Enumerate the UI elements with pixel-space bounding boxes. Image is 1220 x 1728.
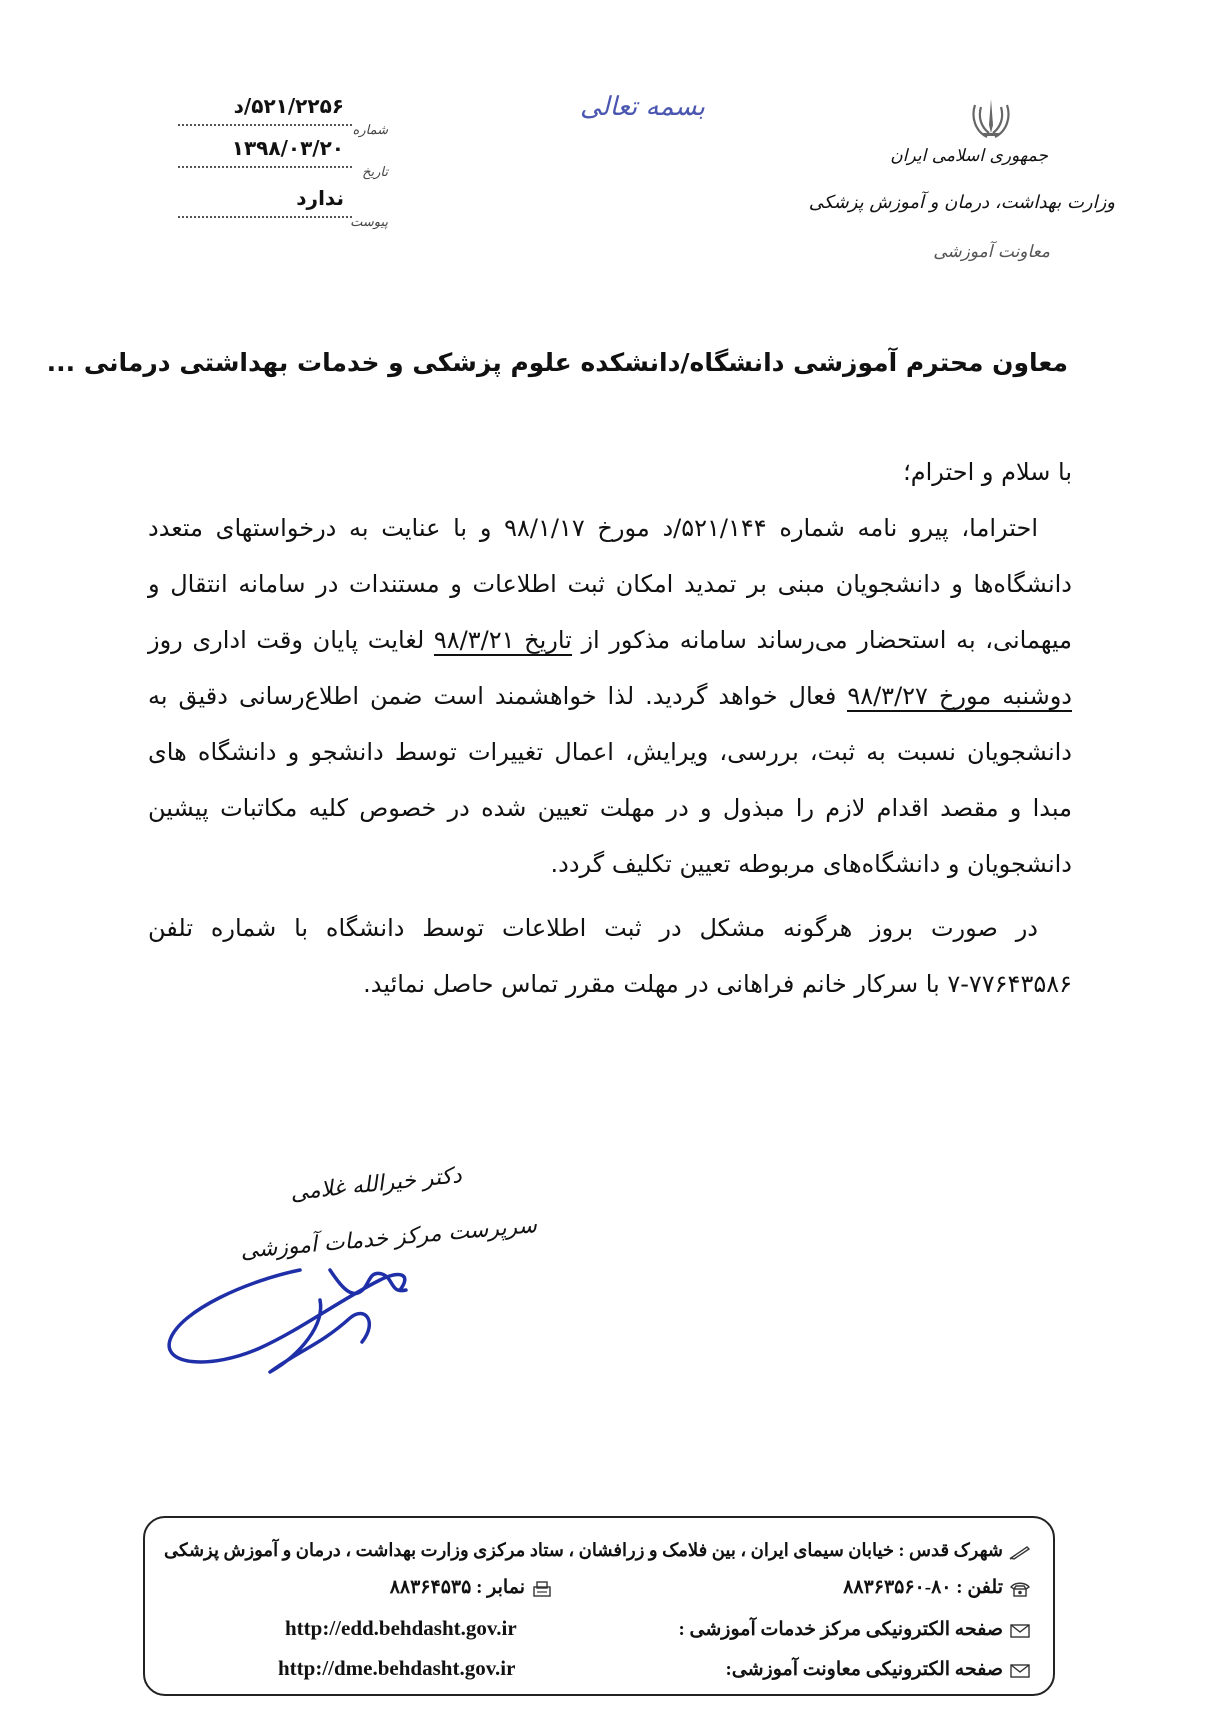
letter-number-value: ۵۲۱/۲۲۵۶/د (233, 94, 344, 118)
paragraph-text: احتراما، پیرو نامه شماره ۵۲۱/۱۴۴/د مورخ ۹۸/۱/۱۷ و با عنایت به درخواستهای متعدد دانشگاه‌ها و دانشجویان مبنی بر تمدید امکان ثبت اطلاعات و مستندات در سامانه انتقال و میهمانی، به استحضار می‌رساند سامانه مذکور از (148, 514, 1072, 654)
signer-name: دکتر خیرالله غلامی (289, 1163, 463, 1206)
footer-phone-row (843, 1576, 1031, 1599)
pen-icon (1009, 1544, 1031, 1560)
edd-website-link[interactable]: http://edd.behdasht.gov.ir (285, 1616, 517, 1640)
dotted-line (178, 124, 352, 126)
footer-dme-row (725, 1658, 1031, 1681)
letter-number-label: شماره (352, 123, 388, 138)
letter-addressee: معاون محترم آموزشی دانشگاه/دانشکده علوم پزشکی و خدمات بهداشتی درمانی ... (46, 348, 1068, 377)
letter-attachment-value: ندارد (296, 186, 344, 210)
paragraph-text: لغایت پایان وقت اداری روز (148, 626, 434, 654)
ministry-deputy: معاونت آموزشی (933, 242, 1050, 262)
letter-body (148, 444, 1072, 1012)
footer-contact-box (143, 1516, 1055, 1696)
letter-paragraph-1 (148, 500, 1072, 892)
letter-number-row (178, 88, 388, 138)
letter-attachment-label: پیوست (350, 215, 388, 230)
footer-address: شهرک قدس : خیابان سیمای ایران ، بین فلامک و زرافشان ، ستاد مرکزی وزارت بهداشت ، درمان و آموزش پزشکی (164, 1540, 1003, 1560)
bismillah-heading: بسمه تعالی (580, 92, 705, 122)
dme-website-link[interactable]: http://dme.behdasht.gov.ir (278, 1656, 516, 1680)
footer-address-row (164, 1540, 1031, 1561)
fax-icon (531, 1581, 553, 1597)
signer-title: سرپرست مرکز خدمات آموزشی (239, 1213, 538, 1264)
footer-phone: تلفن : ۸۰-۸۸۳۶۳۵۶۰ (843, 1577, 1003, 1598)
letter-greeting: با سلام و احترام؛ (903, 458, 1072, 486)
letter-date-value: ۱۳۹۸/۰۳/۲۰ (231, 136, 344, 160)
iran-emblem-icon (967, 95, 1015, 141)
start-date-underlined: تاریخ ۹۸/۳/۲۱ (433, 626, 572, 654)
footer-fax-row (390, 1576, 553, 1599)
envelope-icon (1009, 1663, 1031, 1679)
paragraph-text: فعال خواهد گردید. لذا خواهشمند است ضمن اطلاع‌رسانی دقیق به دانشجویان نسبت به ثبت، بررسی، ویرایش، اعمال تغییرات توسط دانشجو و دانشگاه های مبدا و مقصد اقدام لازم را مبذول و در مهلت تعیین شده در خصوص کلیه مکاتبات پیشین دانشجویان و دانشگاه‌های مربوطه تعیین تکلیف گردد. (148, 682, 1072, 878)
footer-edd-row (678, 1618, 1031, 1641)
letter-attachment-row (178, 180, 388, 230)
letter-date-row (178, 130, 388, 180)
signature-scribble (150, 1230, 480, 1380)
end-date-underlined: دوشنبه مورخ ۹۸/۳/۲۷ (847, 682, 1072, 710)
phone-icon (1009, 1581, 1031, 1597)
footer-dme-label: صفحه الکترونیکی معاونت آموزشی: (725, 1659, 1003, 1680)
letter-paragraph-2: در صورت بروز هرگونه مشکل در ثبت اطلاعات توسط دانشگاه با شماره تلفن ۷۷۶۴۳۵۸۶-۷ با سرکار خانم فراهانی در مهلت مقرر تماس حاصل نمائید. (148, 914, 1072, 998)
footer-fax: نمابر : ۸۸۳۶۴۵۳۵ (389, 1577, 525, 1598)
letter-date-label: تاریخ (362, 165, 388, 180)
ministry-country: جمهوری اسلامی ایران (890, 146, 1048, 166)
dotted-line (178, 166, 352, 168)
envelope-icon (1009, 1623, 1031, 1639)
footer-edd-label: صفحه الکترونیکی مرکز خدمات آموزشی : (678, 1619, 1003, 1640)
ministry-name: وزارت بهداشت، درمان و آموزش پزشکی (808, 192, 1115, 213)
dotted-line (178, 216, 352, 218)
